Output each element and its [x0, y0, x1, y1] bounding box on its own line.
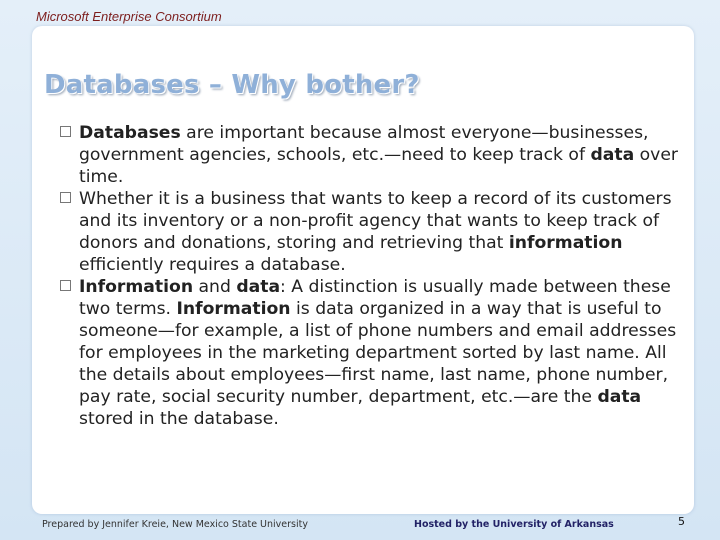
square-bullet-icon — [60, 280, 71, 291]
footer-host: Hosted by the University of Arkansas — [414, 519, 614, 530]
bullet-item — [60, 188, 690, 276]
bullet-text-bold: Databases — [79, 123, 181, 143]
bullet-text: and — [193, 277, 237, 297]
bullet-text: stored in the database. — [79, 409, 279, 429]
bullet-text-bold: data — [597, 387, 642, 407]
slide-number: 5 — [678, 515, 685, 528]
bullet-text-bold: Information — [79, 277, 194, 297]
bullet-text: efficiently requires a database. — [79, 255, 346, 275]
bullet-item — [60, 122, 690, 188]
footer-credit: Prepared by Jennifer Kreie, New Mexico State University — [42, 519, 308, 530]
square-bullet-icon — [60, 126, 71, 137]
bullet-item — [60, 276, 690, 430]
bullet-text: : A distinction is usually made between these two terms. — [79, 277, 671, 319]
header-organization: Microsoft Enterprise Consortium — [36, 9, 222, 24]
bullet-text-bold: data — [590, 145, 635, 165]
slide-title: Databases – Why bother? — [44, 70, 420, 100]
square-bullet-icon — [60, 192, 71, 203]
bullet-text: is data organized in a way that is useful to someone—for example, a list of phone numbers and email addresses for employees in the marketing department sorted by last name. All the details about employees—first name, last name, phone number, pay rate, social security number, department, etc.—are the — [79, 299, 677, 407]
bullet-text-bold: Information — [176, 299, 291, 319]
bullet-text: over time. — [79, 145, 678, 187]
bullet-text-bold: data — [236, 277, 281, 297]
bullet-text-bold: information — [508, 233, 623, 253]
bullet-list — [60, 122, 690, 430]
bullet-text: Whether it is a business that wants to keep a record of its customers and its inventory or a non-profit agency that wants to keep track of donors and donations, storing and retrieving that — [79, 189, 672, 253]
bullet-text: are important because almost everyone—businesses, government agencies, schools, etc.—need to keep track of — [79, 123, 649, 165]
